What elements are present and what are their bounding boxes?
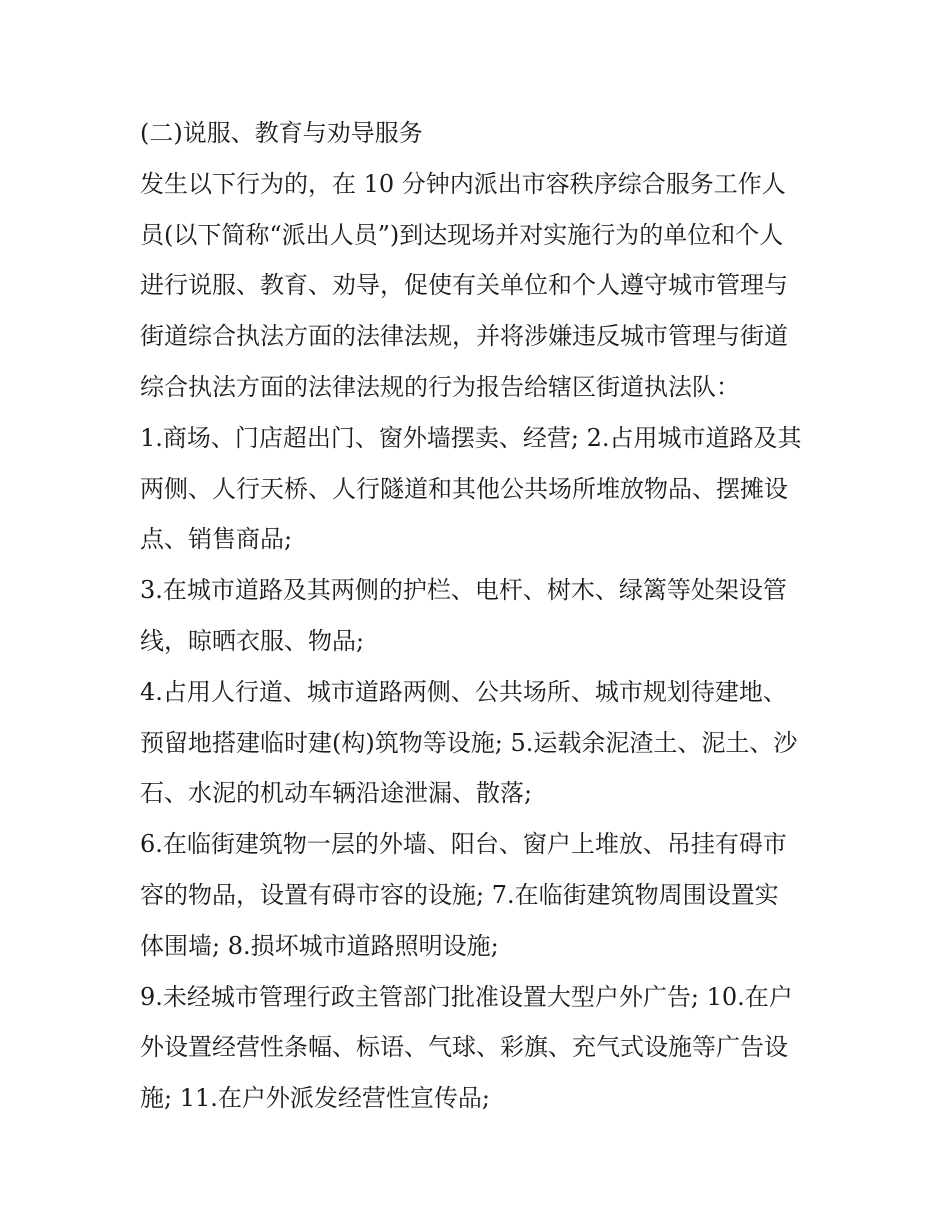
text-line: 两侧、人行天桥、人行隧道和其他公共场所堆放物品、摆摊设 [140,474,788,503]
text-line: 石、水泥的机动车辆沿途泄漏、散落; [140,779,533,808]
text-line: 体围墙; 8.损坏城市道路照明设施; [140,931,499,960]
text-line: 容的物品，设置有碍市容的设施; 7.在临街建筑物周围设置实 [140,880,779,909]
list-item-1-2 [140,413,820,565]
text-line: 1.商场、门店超出门、窗外墙摆卖、经营; 2.占用城市道路及其 [140,423,802,452]
text-line: 综合执法方面的法律法规的行为报告给辖区街道执法队： [140,372,740,401]
text-line: 3.在城市道路及其两侧的护栏、电杆、树木、绿篱等处架设管 [140,576,787,605]
document-body [140,108,820,1124]
list-item-4-5 [140,667,820,819]
text-line: 发生以下行为的，在 10 分钟内派出市容秩序综合服务工作人 [140,169,786,198]
text-line: 4.占用人行道、城市道路两侧、公共场所、城市规划待建地、 [140,677,787,706]
text-line: 进行说服、教育、劝导，促使有关单位和个人遵守城市管理与 [140,271,788,300]
list-item-9-11 [140,972,820,1124]
heading-line: (二)说服、教育与劝导服务 [140,119,423,147]
text-line: 9.未经城市管理行政主管部门批准设置大型户外广告; 10.在户 [140,982,793,1011]
text-line: 6.在临街建筑物一层的外墙、阳台、窗户上堆放、吊挂有碍市 [140,830,787,859]
section-heading [140,108,820,159]
text-line: 街道综合执法方面的法律法规，并将涉嫌违反城市管理与街道 [140,322,788,351]
text-line: 点、销售商品; [140,525,293,554]
intro-paragraph [140,159,820,413]
text-line: 外设置经营性条幅、标语、气球、彩旗、充气式设施等广告设 [140,1033,788,1062]
text-line: 预留地搭建临时建(构)筑物等设施; 5.运载余泥渣土、泥土、沙 [140,728,798,757]
list-item-3 [140,565,820,667]
list-item-6-8 [140,819,820,971]
text-line: 线，晾晒衣服、物品; [140,626,365,655]
text-line: 员(以下简称“派出人员”)到达现场并对实施行为的单位和个人 [140,220,784,249]
text-line: 施; 11.在户外派发经营性宣传品; [140,1084,490,1113]
